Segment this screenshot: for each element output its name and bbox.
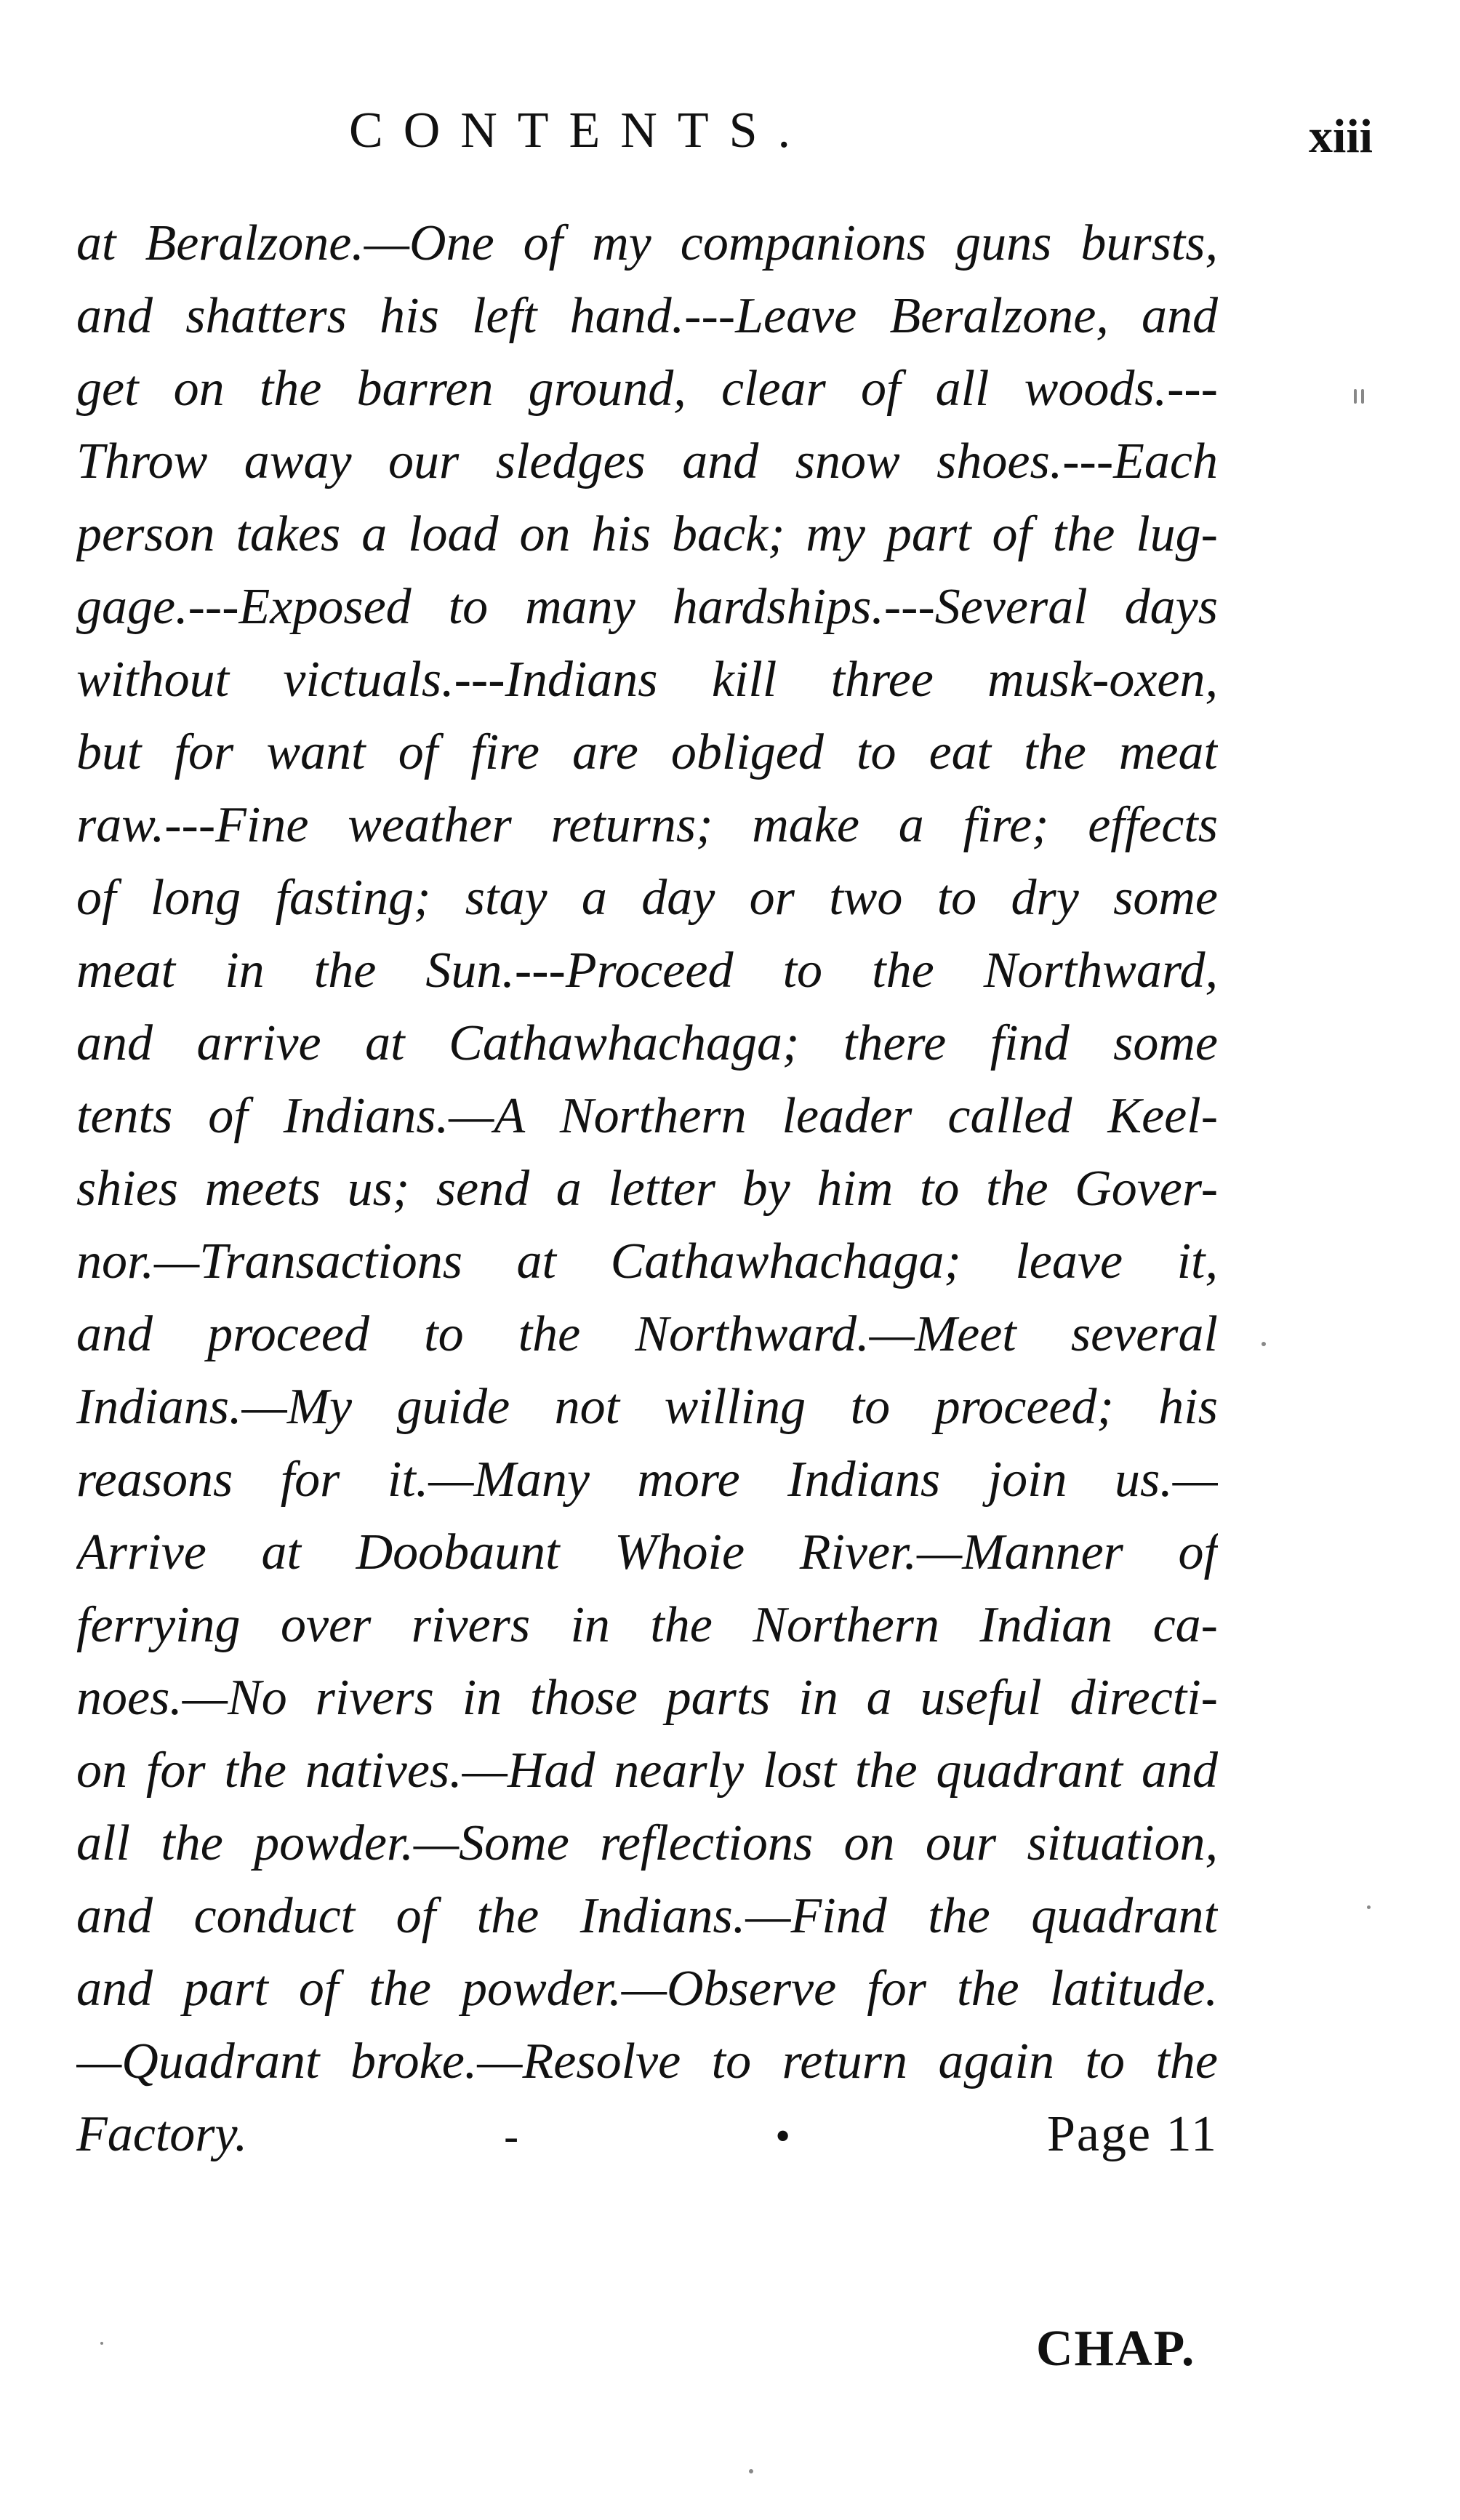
text-line: raw.---Fine weather returns; make a fire; effects bbox=[76, 797, 1218, 853]
text-line: noes.—No rivers in those parts in a useful directi- bbox=[76, 1670, 1218, 1726]
text-line: ferrying over rivers in the Northern Indian ca- bbox=[76, 1597, 1218, 1653]
catchword: CHAP. bbox=[1036, 2321, 1196, 2377]
text-line: meat in the Sun.---Proceed to the Northward, bbox=[76, 943, 1218, 999]
text-line: but for want of fire are obliged to eat the meat bbox=[76, 724, 1218, 780]
text-line: —Quadrant broke.—Resolve to return again to the bbox=[76, 2033, 1218, 2089]
print-speck bbox=[100, 2342, 103, 2345]
print-speck bbox=[1262, 1342, 1266, 1346]
print-speck bbox=[749, 2469, 753, 2473]
final-line-text: Factory. bbox=[76, 2106, 248, 2162]
leader-dot: • bbox=[775, 2112, 791, 2160]
text-line: reasons for it.—Many more Indians join us.— bbox=[76, 1452, 1218, 1508]
text-line: person takes a load on his back; my part of the lug- bbox=[76, 506, 1218, 562]
page-reference: Page 11 bbox=[1047, 2106, 1218, 2162]
text-line: Arrive at Doobaunt Whoie River.—Manner of bbox=[76, 1524, 1218, 1580]
final-text-line bbox=[76, 2098, 1218, 2171]
text-line: tents of Indians.—A Northern leader called Keel- bbox=[76, 1088, 1218, 1144]
print-speck bbox=[1367, 1905, 1371, 1909]
text-line: and proceed to the Northward.—Meet several bbox=[76, 1306, 1218, 1362]
print-speck bbox=[1354, 389, 1357, 404]
text-line: all the powder.—Some reflections on our situation, bbox=[76, 1815, 1218, 1871]
running-header-title: CONTENTS. bbox=[349, 103, 811, 159]
text-line: shies meets us; send a letter by him to the Gover- bbox=[76, 1161, 1218, 1217]
text-line: of long fasting; stay a day or two to dry some bbox=[76, 870, 1218, 926]
text-line: gage.---Exposed to many hardships.---Several days bbox=[76, 579, 1218, 635]
text-line: at Beralzone.—One of my companions guns bursts, bbox=[76, 215, 1218, 271]
leader-dot: - bbox=[504, 2112, 519, 2160]
text-line: Throw away our sledges and snow shoes.---Each bbox=[76, 433, 1218, 489]
page-number: xiii bbox=[1309, 110, 1373, 163]
text-line: and arrive at Cathawhachaga; there find some bbox=[76, 1015, 1218, 1071]
text-line: and conduct of the Indians.—Find the quadrant bbox=[76, 1888, 1218, 1944]
contents-entry bbox=[76, 207, 1218, 2171]
text-line: nor.—Transactions at Cathawhachaga; leave it, bbox=[76, 1233, 1218, 1289]
text-line: without victuals.---Indians kill three musk-oxen, bbox=[76, 652, 1218, 708]
text-line: on for the natives.—Had nearly lost the quadrant and bbox=[76, 1743, 1218, 1799]
print-speck bbox=[1361, 389, 1364, 404]
text-line: get on the barren ground, clear of all woods.--- bbox=[76, 361, 1218, 417]
text-line: and part of the powder.—Observe for the latitude. bbox=[76, 1961, 1218, 2017]
text-line: and shatters his left hand.---Leave Beralzone, and bbox=[76, 288, 1218, 344]
text-line: Indians.—My guide not willing to proceed; his bbox=[76, 1379, 1218, 1435]
